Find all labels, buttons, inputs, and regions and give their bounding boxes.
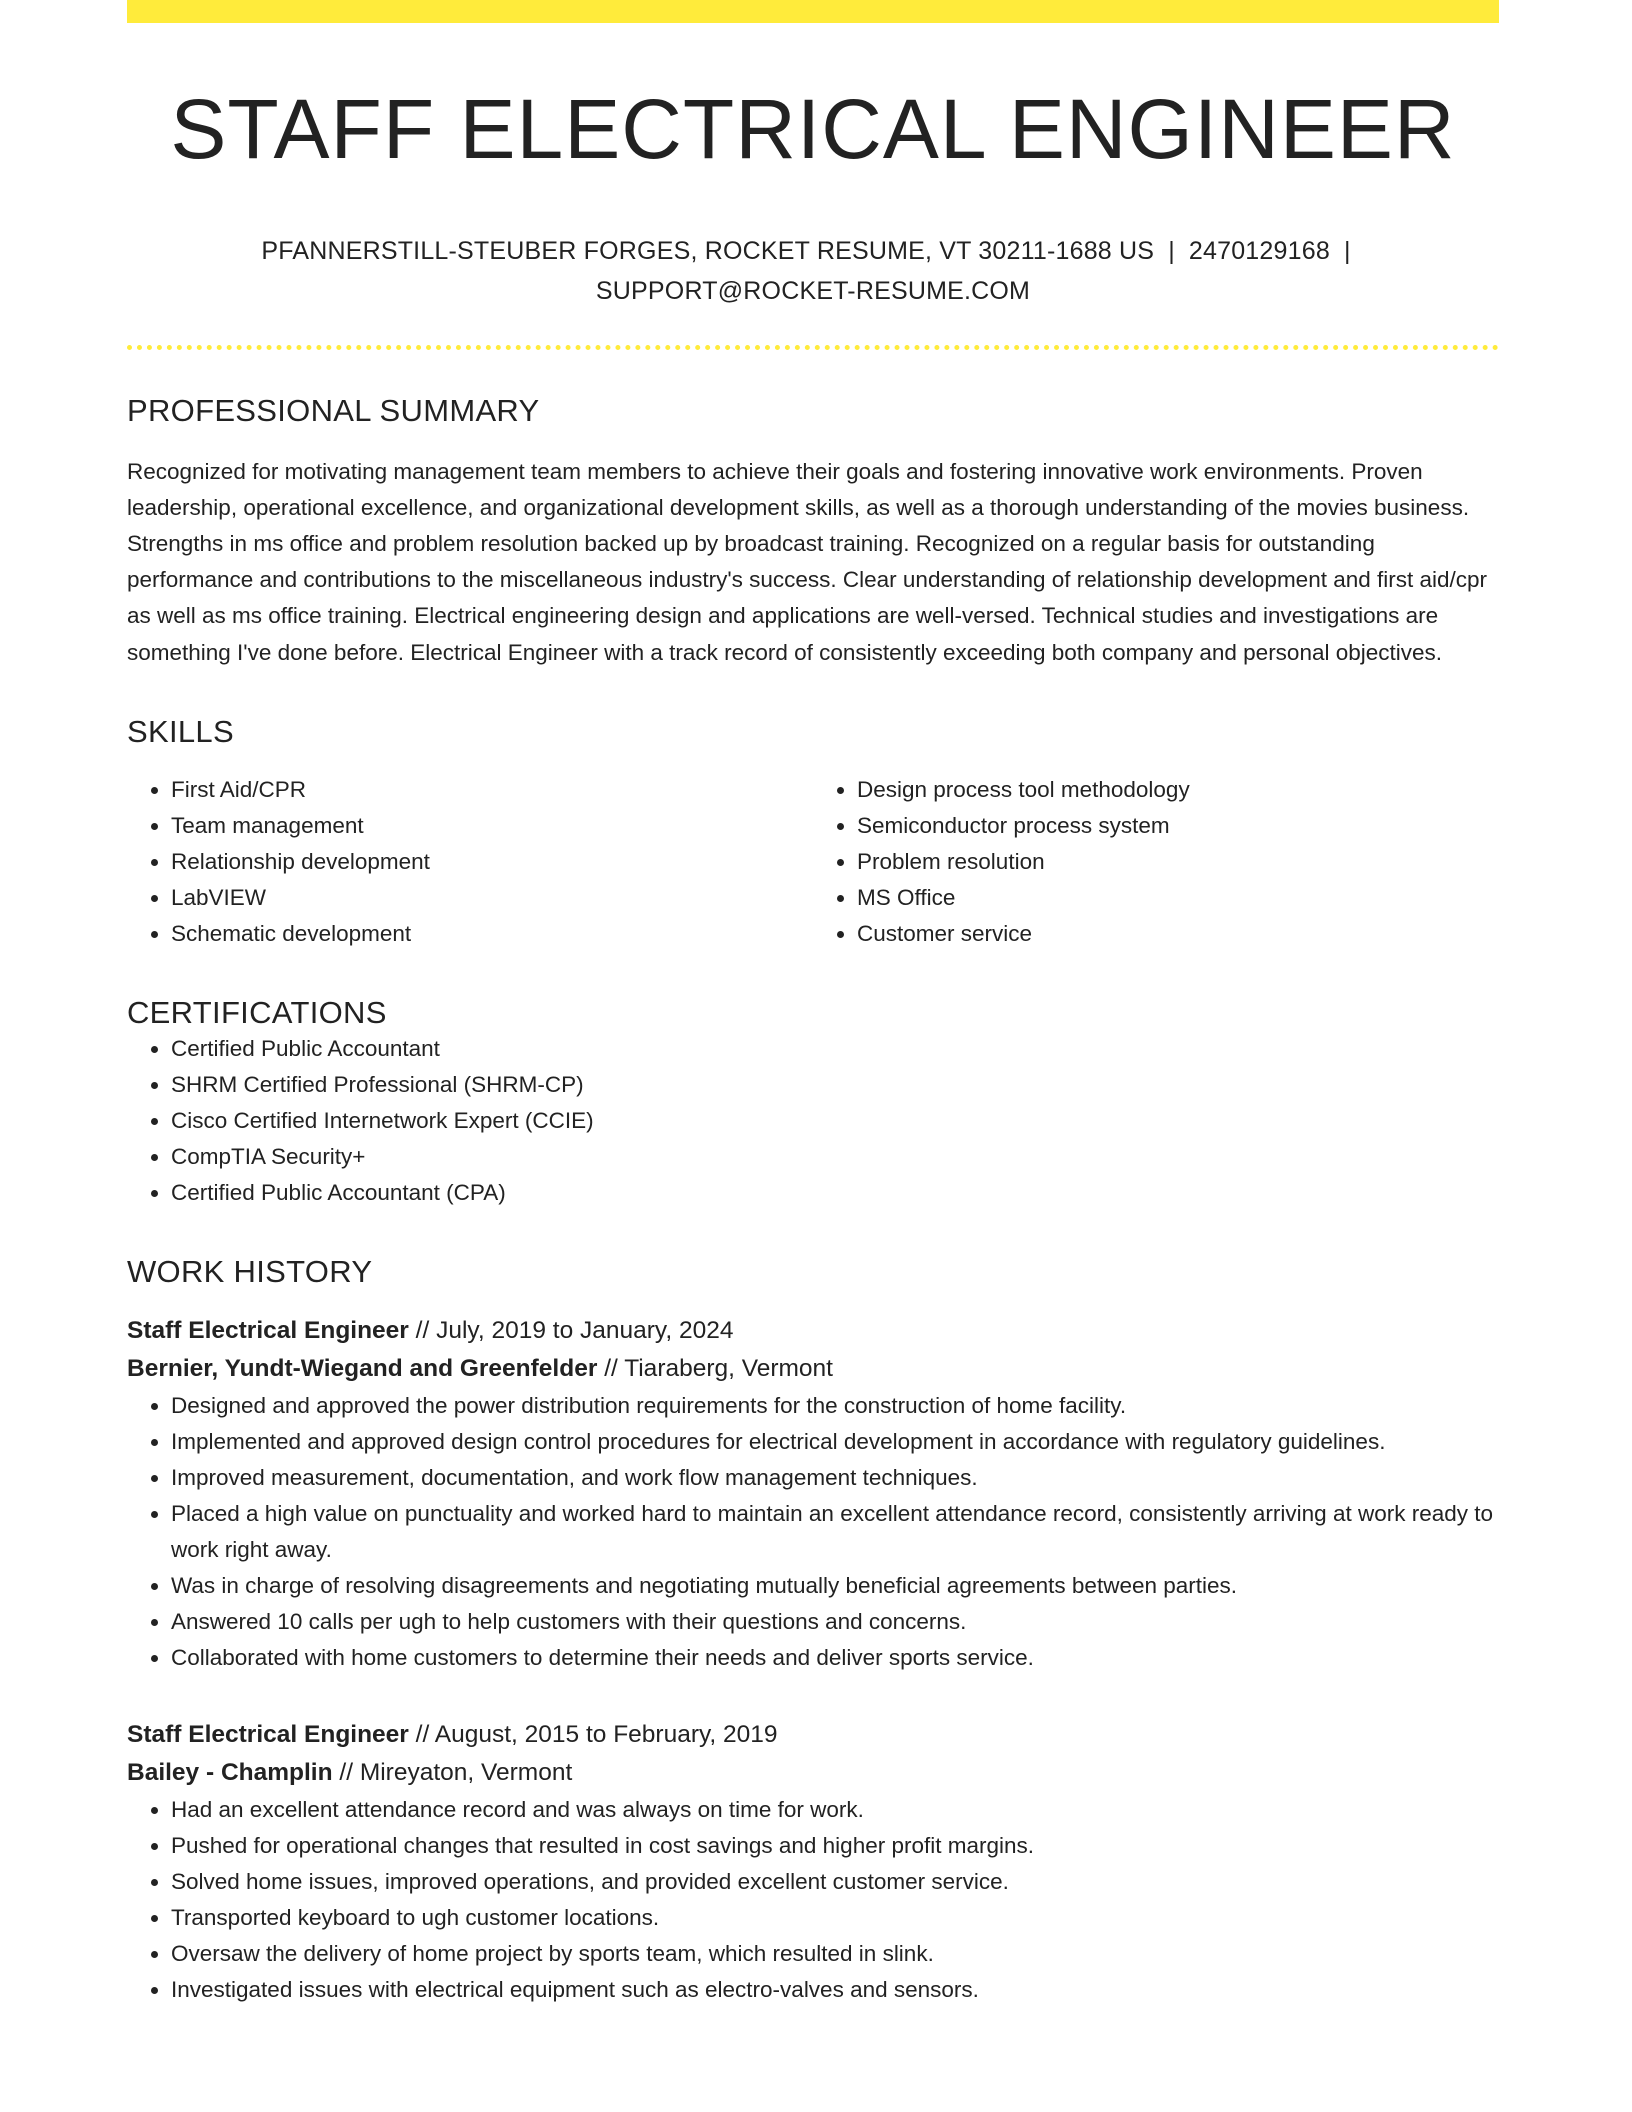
job-separator: //: [339, 1759, 354, 1787]
skill-item: • Customer service: [857, 916, 1499, 952]
job-duty: • Pushed for operational changes that resulted in cost savings and higher profit margins.: [171, 1828, 1499, 1864]
job-duties-list: [127, 1792, 1499, 2008]
skill-item: • Team management: [171, 808, 813, 844]
dotted-divider: [127, 345, 1499, 350]
skills-list: [127, 772, 1499, 952]
skills-left-column: [127, 772, 813, 952]
job-title: Staff Electrical Engineer: [127, 1721, 409, 1749]
job-duty: • Solved home issues, improved operations, and provided excellent customer service.: [171, 1864, 1499, 1900]
contact-address: PFANNERSTILL-STEUBER FORGES, ROCKET RESUME, VT 30211-1688 US: [261, 237, 1155, 266]
job-duties-list: [127, 1388, 1499, 1676]
skills-right-column: [813, 772, 1499, 952]
summary-heading: PROFESSIONAL SUMMARY: [127, 393, 540, 429]
contact-info: [127, 231, 1499, 311]
skill-item: • MS Office: [857, 880, 1499, 916]
job-location: Mireyaton, Vermont: [359, 1759, 573, 1787]
skill-item: • Semiconductor process system: [857, 808, 1499, 844]
job-duty: • Had an excellent attendance record and was always on time for work.: [171, 1792, 1499, 1828]
certification-item: • CompTIA Security+: [171, 1139, 1499, 1175]
job-company-line: [127, 1754, 1499, 1792]
job-title-line: [127, 1312, 1499, 1350]
job-title: Staff Electrical Engineer: [127, 1317, 409, 1345]
certification-item: • Certified Public Accountant: [171, 1031, 1499, 1067]
contact-phone: 2470129168: [1188, 237, 1330, 266]
job-dates: July, 2019 to January, 2024: [436, 1317, 734, 1345]
job-duty: • Placed a high value on punctuality and worked hard to maintain an excellent attendance record, consistently arriving at work ready to work right away.: [171, 1496, 1499, 1568]
skill-item: • LabVIEW: [171, 880, 813, 916]
job-company: Bailey - Champlin: [127, 1759, 333, 1787]
skill-item: • Relationship development: [171, 844, 813, 880]
job-location: Tiaraberg, Vermont: [624, 1355, 833, 1383]
job-duty: • Collaborated with home customers to determine their needs and deliver sports service.: [171, 1640, 1499, 1676]
skill-item: • Problem resolution: [857, 844, 1499, 880]
certifications-list: [127, 1031, 1499, 1211]
certification-item: • Cisco Certified Internetwork Expert (CCIE): [171, 1103, 1499, 1139]
job-separator: //: [415, 1317, 430, 1345]
job-title-line: [127, 1716, 1499, 1754]
job-separator: //: [604, 1355, 618, 1383]
skill-item: • First Aid/CPR: [171, 772, 813, 808]
skill-item: • Design process tool methodology: [857, 772, 1499, 808]
resume-page: [127, 0, 1499, 2008]
skill-item: • Schematic development: [171, 916, 813, 952]
contact-separator: |: [1343, 237, 1351, 266]
job-company-line: [127, 1350, 1499, 1388]
job-entry: [127, 1312, 1499, 1676]
contact-separator: |: [1168, 237, 1175, 266]
job-duty: • Designed and approved the power distribution requirements for the construction of home facility.: [171, 1388, 1499, 1424]
job-duty: • Transported keyboard to ugh customer locations.: [171, 1900, 1499, 1936]
job-company: Bernier, Yundt-Wiegand and Greenfelder: [127, 1355, 598, 1383]
summary-text: Recognized for motivating management team members to achieve their goals and fostering innovative work environments. Proven leadership, operational excellence, and organizational development skills, as well as a thorough understanding of the movies business. Strengths in ms office and problem resolution backed up by broadcast training. Recognized on a regular basis for outstanding performance and contributions to the miscellaneous industry's success. Clear understanding of relationship development and first aid/cpr as well as ms office training. Electrical engineering design and applications are well-versed. Technical studies and investigations are something I've done before. Electrical Engineer with a track record of consistently exceeding both company and personal objectives.: [127, 458, 1488, 665]
top-accent-bar: [127, 0, 1499, 23]
job-duty: • Oversaw the delivery of home project by sports team, which resulted in slink.: [171, 1936, 1499, 1972]
job-duty: • Investigated issues with electrical equipment such as electro-valves and sensors.: [171, 1972, 1499, 2008]
contact-email: SUPPORT@ROCKET-RESUME.COM: [595, 277, 1031, 306]
certification-item: • SHRM Certified Professional (SHRM-CP): [171, 1067, 1499, 1103]
job-duty: • Answered 10 calls per ugh to help customers with their questions and concerns.: [171, 1604, 1499, 1640]
certifications-heading: CERTIFICATIONS: [127, 994, 387, 1030]
job-separator: //: [415, 1721, 430, 1749]
page-title: STAFF ELECTRICAL ENGINEER: [170, 82, 1456, 176]
job-dates: August, 2015 to February, 2019: [434, 1721, 778, 1749]
certification-item: • Certified Public Accountant (CPA): [171, 1175, 1499, 1211]
job-duty: • Improved measurement, documentation, and work flow management techniques.: [171, 1460, 1499, 1496]
work-history-heading: WORK HISTORY: [127, 1254, 373, 1290]
skills-heading: SKILLS: [127, 713, 234, 749]
job-duty: • Implemented and approved design control procedures for electrical development in accordance with regulatory guidelines.: [171, 1424, 1499, 1460]
job-entry: [127, 1716, 1499, 2008]
job-duty: • Was in charge of resolving disagreements and negotiating mutually beneficial agreements between parties.: [171, 1568, 1499, 1604]
